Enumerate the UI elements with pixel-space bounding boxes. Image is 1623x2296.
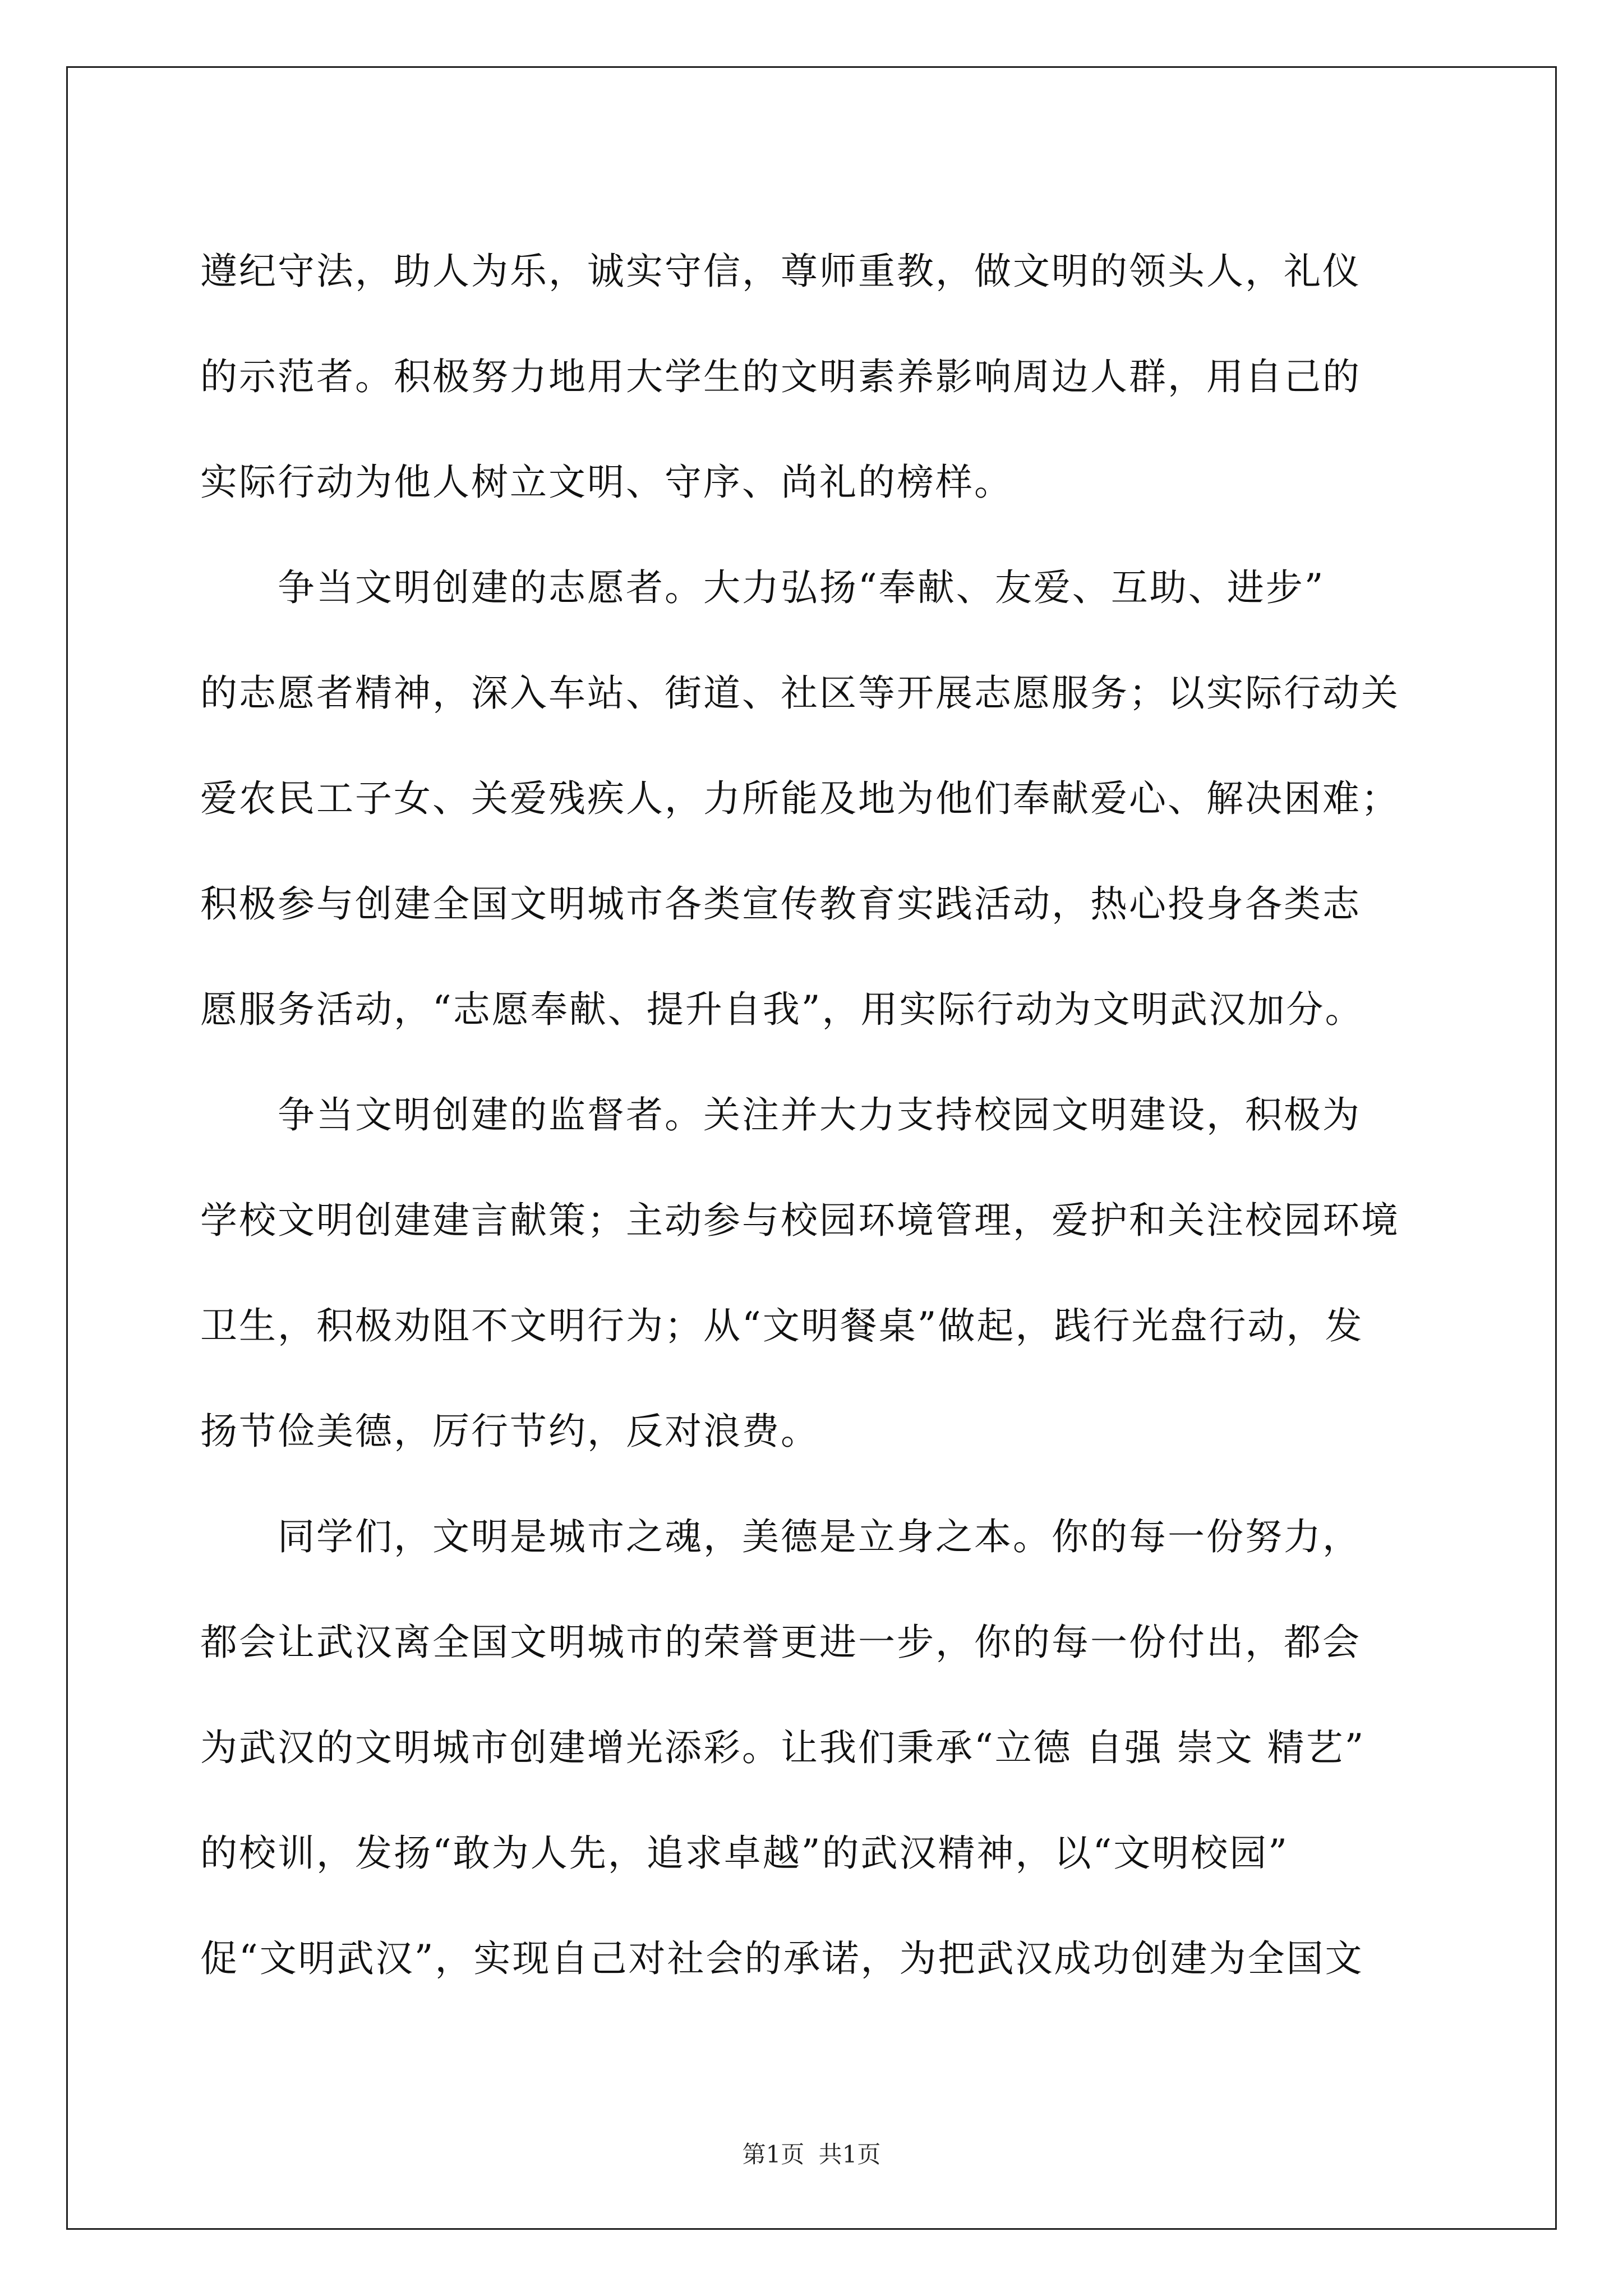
text-line: 都会让武汉离全国文明城市的荣誉更进一步，你的每一份付出，都会 xyxy=(200,1621,1361,1664)
text-line: 促“文明武汉”，实现自己对社会的承诺，为把武汉成功创建为全国文 xyxy=(200,1937,1364,1980)
text-line: 遵纪守法，助人为乐，诚实守信，尊师重教，做文明的领头人，礼仪 xyxy=(200,250,1361,293)
text-line: 愿服务活动，“志愿奉献、提升自我”，用实际行动为文明武汉加分。 xyxy=(200,988,1364,1031)
text-line: 争当文明创建的监督者。关注并大力支持校园文明建设，积极为 xyxy=(200,1093,1361,1137)
document-body xyxy=(200,219,1423,2012)
text-line: 同学们，文明是城市之魂，美德是立身之本。你的每一份努力， xyxy=(200,1515,1361,1558)
text-line: 学校文明创建建言献策；主动参与校园环境管理，爱护和关注校园环境 xyxy=(200,1199,1400,1242)
text-line: 卫生，积极劝阻不文明行为；从“文明餐桌”做起，践行光盘行动，发 xyxy=(200,1304,1364,1347)
page-footer xyxy=(0,2136,1623,2170)
page-number-current: 第1页 xyxy=(742,2141,805,2168)
text-line: 积极参与创建全国文明城市各类宣传教育实践活动，热心投身各类志 xyxy=(200,882,1361,926)
text-line: 争当文明创建的志愿者。大力弘扬“奉献、友爱、互助、进步” xyxy=(200,566,1325,609)
text-line: 实际行动为他人树立文明、守序、尚礼的榜样。 xyxy=(200,461,1013,504)
text-line: 的校训，发扬“敢为人先，追求卓越”的武汉精神，以“文明校园” xyxy=(200,1832,1289,1875)
text-line: 的志愿者精神，深入车站、街道、社区等开展志愿服务；以实际行动关 xyxy=(200,671,1400,715)
text-line: 的示范者。积极努力地用大学生的文明素养影响周边人群，用自己的 xyxy=(200,355,1361,398)
text-line: 扬节俭美德，厉行节约，反对浪费。 xyxy=(200,1410,819,1453)
text-line: 为武汉的文明城市创建增光添彩。让我们秉承“立德 自强 崇文 精艺” xyxy=(200,1726,1366,1769)
page-number-total: 共1页 xyxy=(818,2141,881,2168)
text-line: 爱农民工子女、关爱残疾人，力所能及地为他们奉献爱心、解决困难； xyxy=(200,777,1400,820)
